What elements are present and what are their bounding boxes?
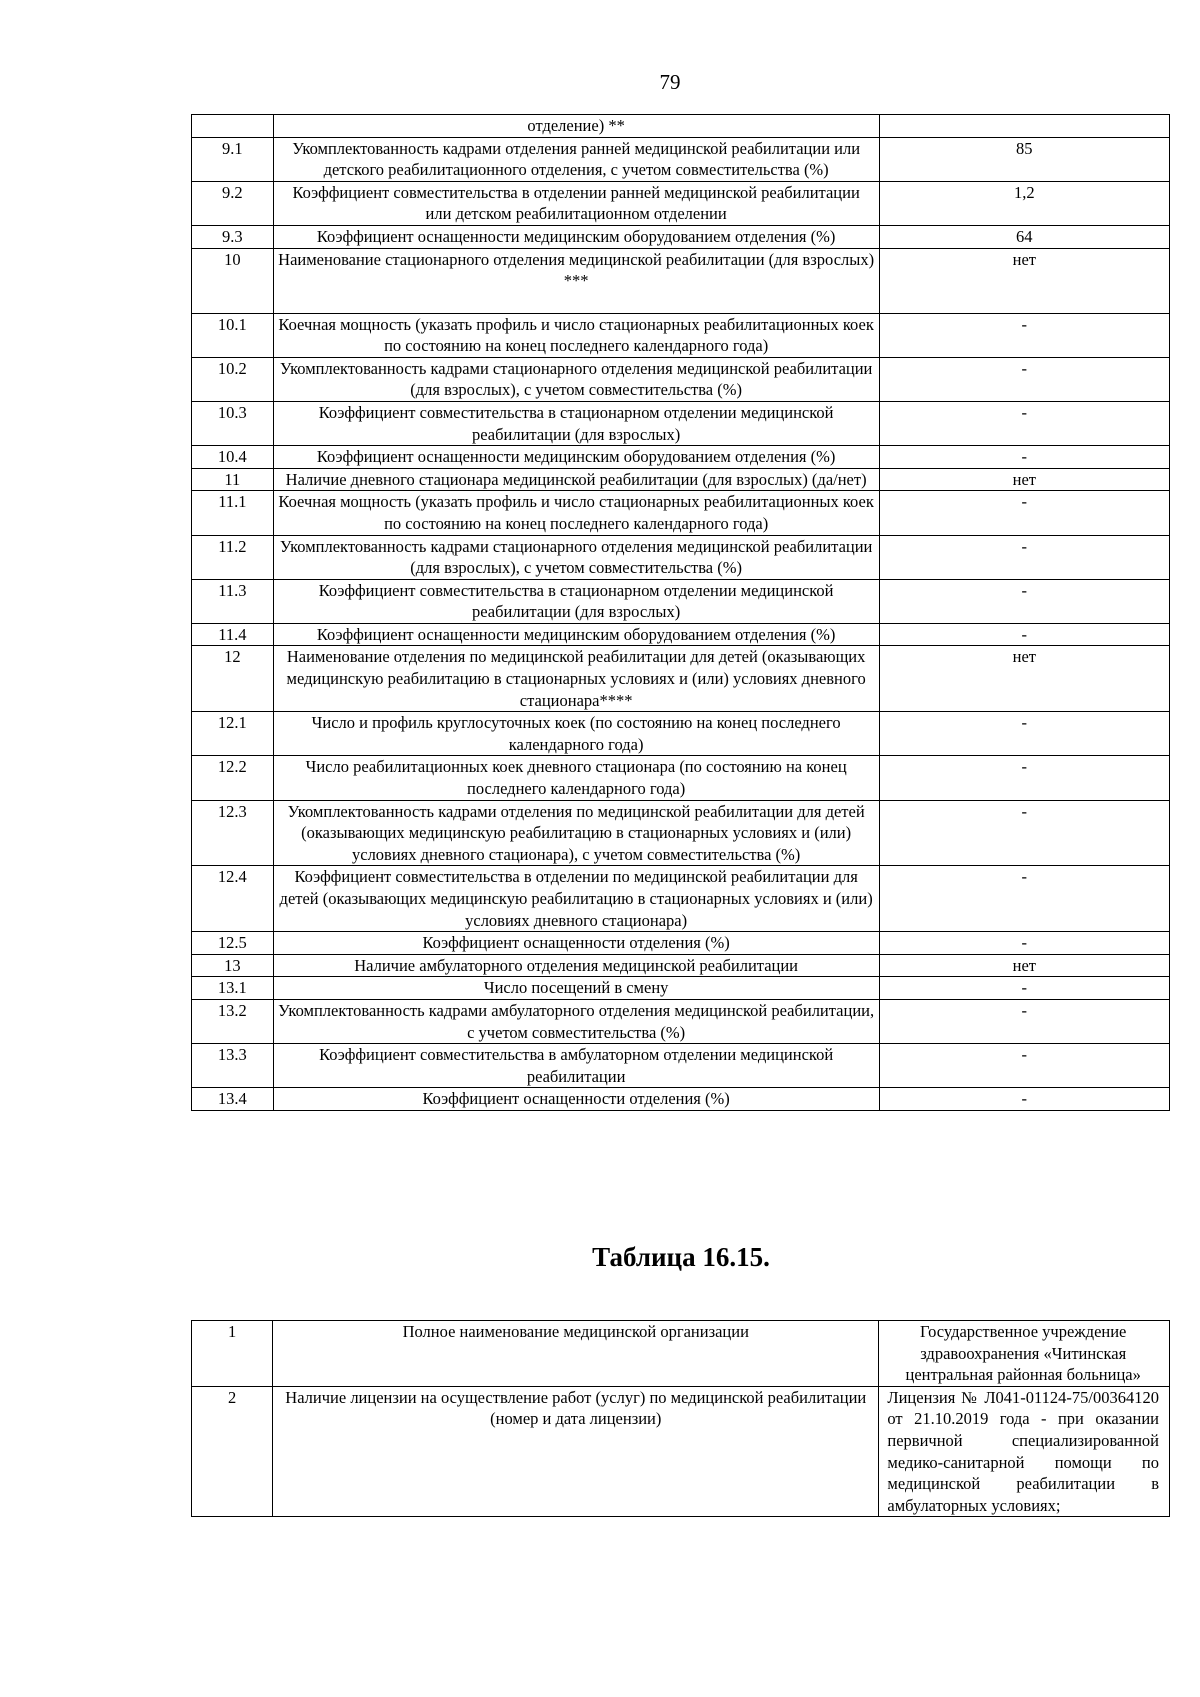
row-number: 10.1 (192, 313, 274, 357)
row-indicator: Наличие лицензии на осуществление работ (услуг) по медицинской реабилитации (номер и дата лицензии) (273, 1386, 879, 1517)
row-indicator: Наличие амбулаторного отделения медицинской реабилитации (273, 954, 879, 977)
row-value: нет (879, 646, 1169, 712)
table-row (192, 1044, 1170, 1088)
row-indicator: Число реабилитационных коек дневного стационара (по состоянию на конец последнего календарного года) (273, 756, 879, 800)
row-number: 10.2 (192, 357, 274, 401)
table-row (192, 646, 1170, 712)
row-indicator: Число посещений в смену (273, 977, 879, 1000)
row-value: нет (879, 468, 1169, 491)
table-row (192, 623, 1170, 646)
page-number: 79 (659, 70, 681, 94)
row-number: 13.4 (192, 1088, 274, 1111)
table-row (192, 1321, 1170, 1387)
table-row (192, 999, 1170, 1043)
row-indicator: Наименование отделения по медицинской реабилитации для детей (оказывающих медицинскую реабилитацию в стационарных условиях и (или) условиях дневного стационара**** (273, 646, 879, 712)
row-number (192, 115, 274, 138)
row-number: 1 (192, 1321, 273, 1387)
row-indicator: Укомплектованность кадрами стационарного отделения медицинской реабилитации (для взрослых), с учетом совместительства (%) (273, 535, 879, 579)
row-indicator: Укомплектованность кадрами отделения по медицинской реабилитации для детей (оказывающих медицинскую реабилитацию в стационарных условиях и (или) условиях дневного стационара), с учетом совместительства (%) (273, 800, 879, 866)
table-row (192, 1088, 1170, 1111)
row-value: - (879, 999, 1169, 1043)
table-row (192, 535, 1170, 579)
table-row (192, 248, 1170, 313)
table-row (192, 115, 1170, 138)
row-indicator: Наличие дневного стационара медицинской реабилитации (для взрослых) (да/нет) (273, 468, 879, 491)
row-indicator: отделение) ** (273, 115, 879, 138)
row-value: - (879, 357, 1169, 401)
row-number: 13 (192, 954, 274, 977)
table-row (192, 954, 1170, 977)
table-row (192, 468, 1170, 491)
row-value: - (879, 866, 1169, 932)
row-value: - (879, 579, 1169, 623)
table-row (192, 181, 1170, 225)
row-number: 12 (192, 646, 274, 712)
row-value: 64 (879, 225, 1169, 248)
row-number: 13.2 (192, 999, 274, 1043)
indicators-table (191, 114, 1170, 1111)
row-indicator: Укомплектованность кадрами отделения ранней медицинской реабилитации или детского реабилитационного отделения, с учетом совместительства (%) (273, 137, 879, 181)
row-value: - (879, 491, 1169, 535)
row-value: - (879, 446, 1169, 469)
row-number: 12.4 (192, 866, 274, 932)
table-row (192, 977, 1170, 1000)
row-number: 11.4 (192, 623, 274, 646)
table-row (192, 313, 1170, 357)
row-number: 10.4 (192, 446, 274, 469)
row-number: 10.3 (192, 401, 274, 445)
row-number: 9.2 (192, 181, 274, 225)
row-number: 10 (192, 248, 274, 313)
table-row (192, 800, 1170, 866)
table-row (192, 357, 1170, 401)
row-indicator: Укомплектованность кадрами стационарного отделения медицинской реабилитации (для взрослых), с учетом совместительства (%) (273, 357, 879, 401)
table-row (192, 932, 1170, 955)
row-value: - (879, 756, 1169, 800)
row-value: - (879, 932, 1169, 955)
row-number: 12.1 (192, 712, 274, 756)
row-value: нет (879, 248, 1169, 313)
row-indicator: Укомплектованность кадрами амбулаторного отделения медицинской реабилитации, с учетом совместительства (%) (273, 999, 879, 1043)
row-indicator: Коэффициент совместительства в амбулаторном отделении медицинской реабилитации (273, 1044, 879, 1088)
table-row (192, 712, 1170, 756)
row-indicator: Число и профиль круглосуточных коек (по состоянию на конец последнего календарного года) (273, 712, 879, 756)
row-indicator: Коэффициент оснащенности медицинским оборудованием отделения (%) (273, 623, 879, 646)
row-number: 9.1 (192, 137, 274, 181)
row-value: - (879, 1044, 1169, 1088)
table-row (192, 491, 1170, 535)
row-indicator: Коэффициент оснащенности отделения (%) (273, 932, 879, 955)
table-caption: Таблица 16.15. (592, 1242, 770, 1272)
row-number: 11 (192, 468, 274, 491)
row-value: - (879, 535, 1169, 579)
row-number: 9.3 (192, 225, 274, 248)
row-indicator: Коечная мощность (указать профиль и число стационарных реабилитационных коек по состоянию на конец последнего календарного года) (273, 491, 879, 535)
row-indicator: Коэффициент оснащенности медицинским оборудованием отделения (%) (273, 225, 879, 248)
row-value: Лицензия № Л041-01124-75/00364120 от 21.10.2019 года - при оказании первичной специализированной медико-санитарной помощи по медицинской реабилитации в амбулаторных условиях; (879, 1386, 1170, 1517)
row-number: 11.1 (192, 491, 274, 535)
row-indicator: Коэффициент оснащенности отделения (%) (273, 1088, 879, 1111)
row-indicator: Коэффициент оснащенности медицинским оборудованием отделения (%) (273, 446, 879, 469)
row-number: 2 (192, 1386, 273, 1517)
row-value: - (879, 313, 1169, 357)
table-row (192, 401, 1170, 445)
row-indicator: Коэффициент совместительства в стационарном отделении медицинской реабилитации (для взрослых) (273, 579, 879, 623)
row-indicator: Коэффициент совместительства в отделении по медицинской реабилитации для детей (оказывающих медицинскую реабилитацию в стационарных условиях и (или) условиях дневного стационара) (273, 866, 879, 932)
row-indicator: Полное наименование медицинской организации (273, 1321, 879, 1387)
table-row (192, 756, 1170, 800)
table-row (192, 579, 1170, 623)
row-value: Государственное учреждение здравоохранения «Читинская центральная районная больница» (879, 1321, 1170, 1387)
row-indicator: Наименование стационарного отделения медицинской реабилитации (для взрослых) *** (273, 248, 879, 313)
table-row (192, 225, 1170, 248)
row-value: - (879, 800, 1169, 866)
row-value (879, 115, 1169, 138)
row-value: нет (879, 954, 1169, 977)
row-number: 12.3 (192, 800, 274, 866)
row-indicator: Коэффициент совместительства в отделении ранней медицинской реабилитации или детском реабилитационном отделении (273, 181, 879, 225)
row-value: - (879, 623, 1169, 646)
row-value: 85 (879, 137, 1169, 181)
row-number: 11.3 (192, 579, 274, 623)
table-row (192, 137, 1170, 181)
row-number: 13.3 (192, 1044, 274, 1088)
row-number: 11.2 (192, 535, 274, 579)
table-row (192, 1386, 1170, 1517)
row-value: - (879, 712, 1169, 756)
row-number: 12.2 (192, 756, 274, 800)
organization-table (191, 1320, 1170, 1517)
row-value: - (879, 1088, 1169, 1111)
row-indicator: Коэффициент совместительства в стационарном отделении медицинской реабилитации (для взрослых) (273, 401, 879, 445)
table-row (192, 446, 1170, 469)
row-value: 1,2 (879, 181, 1169, 225)
row-number: 12.5 (192, 932, 274, 955)
row-value: - (879, 401, 1169, 445)
row-value: - (879, 977, 1169, 1000)
table-row (192, 866, 1170, 932)
row-number: 13.1 (192, 977, 274, 1000)
row-indicator: Коечная мощность (указать профиль и число стационарных реабилитационных коек по состоянию на конец последнего календарного года) (273, 313, 879, 357)
